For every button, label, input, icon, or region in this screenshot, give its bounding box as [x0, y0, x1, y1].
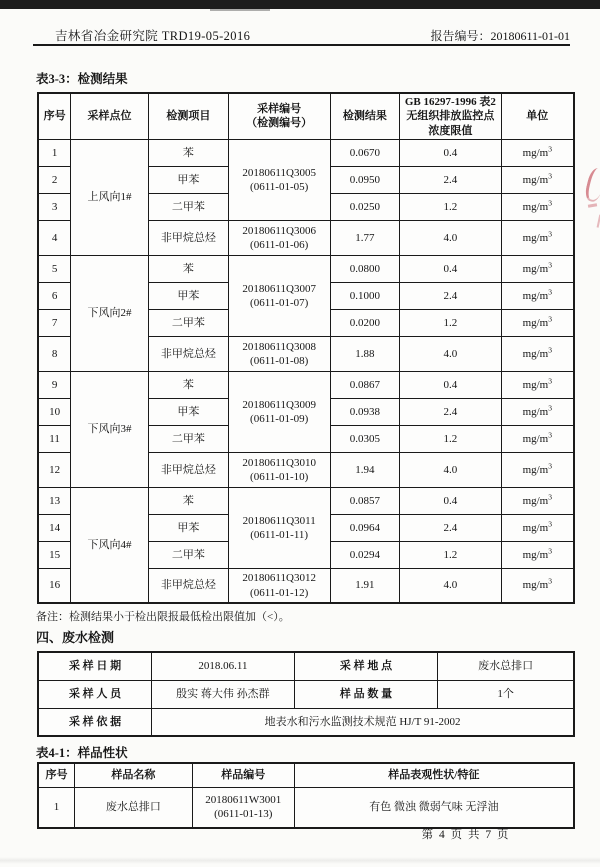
cell-sampling-point: 下风向3#	[71, 371, 149, 487]
col-header-sample-character: 样品表观性状/特征	[294, 763, 574, 787]
scan-artifact-top	[0, 0, 600, 9]
sampler-value: 殷实 蒋大伟 孙杰群	[152, 680, 295, 708]
table4-1-caption: 表4-1：样品性状	[36, 746, 128, 760]
cell-sample-number	[228, 220, 330, 255]
sample-ref: (0611-01-10)	[250, 470, 309, 483]
cell-sample-number	[228, 487, 330, 568]
sampling-site-label: 采 样 地 点	[294, 652, 438, 680]
unit-exponent: 3	[548, 461, 552, 471]
unit-exponent: 3	[548, 287, 552, 297]
sample-ref: (0611-01-06)	[250, 238, 309, 251]
report-number: 报告编号：20180611-01-01	[430, 29, 570, 43]
cell-test-item: 甲苯	[148, 514, 228, 541]
unit-text: mg/m	[522, 378, 549, 391]
col-header-sample-number	[228, 93, 330, 139]
table-row	[38, 371, 574, 398]
red-stamp-mark	[588, 203, 597, 208]
sampling-basis-value: 地表水和污水监测技术规范 HJ/T 91-2002	[152, 708, 574, 736]
cell-unit	[501, 220, 574, 255]
cell-sample-number	[228, 371, 330, 452]
col-header-result: 检测结果	[330, 93, 400, 139]
cell-limit: 0.4	[400, 255, 501, 282]
unit-exponent: 3	[548, 314, 552, 324]
sampling-site-value: 废水总排口	[438, 652, 574, 680]
cell-serial: 8	[38, 336, 71, 371]
cell-unit	[501, 336, 574, 371]
cell-serial: 10	[38, 398, 71, 425]
cell-sample-number	[228, 255, 330, 336]
table-row	[38, 139, 574, 166]
unit-exponent: 3	[548, 260, 552, 270]
table-row	[38, 787, 574, 828]
cell-unit	[501, 568, 574, 603]
cell-unit	[501, 282, 574, 309]
cell-result: 1.88	[330, 336, 400, 371]
cell-serial: 9	[38, 371, 71, 398]
unit-text: mg/m	[522, 405, 549, 418]
red-stamp-mark	[591, 213, 600, 227]
col-header-limit: GB 16297-1996 表2无组织排放监控点浓度限值	[400, 93, 501, 139]
table-row	[38, 708, 574, 736]
cell-limit: 1.2	[400, 425, 501, 452]
cell-result: 0.0964	[330, 514, 400, 541]
cell-test-item: 甲苯	[148, 398, 228, 425]
unit-exponent: 3	[548, 144, 552, 154]
page-number: 第 4 页 共 7 页	[421, 829, 510, 841]
unit-exponent: 3	[548, 198, 552, 208]
col-header-sample-code: 样品编号	[192, 763, 294, 787]
cell-limit: 4.0	[400, 568, 501, 603]
cell-serial: 1	[38, 139, 71, 166]
cell-serial: 1	[38, 787, 74, 828]
sample-number-header-line2: （检测编号）	[246, 117, 313, 130]
unit-exponent: 3	[548, 403, 552, 413]
table-row	[38, 487, 574, 514]
cell-serial: 11	[38, 425, 71, 452]
cell-result: 1.94	[330, 452, 400, 487]
cell-test-item: 二甲苯	[148, 309, 228, 336]
cell-serial: 14	[38, 514, 71, 541]
col-header-sampling-point: 采样点位	[71, 93, 149, 139]
header-divider	[33, 44, 570, 46]
sample-code: 20180611W3001	[205, 793, 282, 806]
sampling-date-value: 2018.06.11	[152, 652, 295, 680]
cell-unit	[501, 452, 574, 487]
cell-result: 1.91	[330, 568, 400, 603]
cell-serial: 12	[38, 452, 71, 487]
unit-text: mg/m	[522, 173, 549, 186]
cell-unit	[501, 193, 574, 220]
unit-text: mg/m	[522, 262, 549, 275]
cell-test-item: 二甲苯	[148, 193, 228, 220]
unit-exponent: 3	[548, 229, 552, 239]
cell-test-item: 苯	[148, 255, 228, 282]
cell-sample-number	[228, 336, 330, 371]
sample-code: 20180611Q3011	[242, 514, 316, 527]
col-header-unit: 单位	[501, 93, 574, 139]
cell-result: 0.0200	[330, 309, 400, 336]
unit-text: mg/m	[522, 200, 549, 213]
cell-limit: 2.4	[400, 514, 501, 541]
cell-sample-number	[228, 452, 330, 487]
cell-serial: 2	[38, 166, 71, 193]
cell-test-item: 苯	[148, 371, 228, 398]
cell-limit: 1.2	[400, 309, 501, 336]
sample-code: 20180611Q3005	[242, 166, 316, 179]
red-stamp-mark	[583, 167, 600, 204]
cell-sampling-point: 上风向1#	[71, 139, 149, 255]
unit-exponent: 3	[548, 492, 552, 502]
unit-text: mg/m	[522, 289, 549, 302]
col-header-sample-name: 样品名称	[74, 763, 192, 787]
unit-exponent: 3	[548, 430, 552, 440]
institute-header: 吉林省冶金研究院 TRD19-05-2016	[55, 29, 251, 43]
unit-exponent: 3	[548, 576, 552, 586]
table-row	[38, 652, 574, 680]
sample-code: 20180611Q3012	[242, 572, 316, 585]
sample-ref: (0611-01-13)	[214, 808, 273, 821]
unit-exponent: 3	[548, 546, 552, 556]
col-header-serial: 序号	[38, 763, 74, 787]
unit-text: mg/m	[522, 463, 549, 476]
cell-unit	[501, 514, 574, 541]
sample-number-header-line1: 采样编号	[257, 103, 302, 116]
cell-test-item: 苯	[148, 139, 228, 166]
unit-text: mg/m	[522, 521, 549, 534]
cell-result: 0.0305	[330, 425, 400, 452]
cell-sample-number	[228, 139, 330, 220]
cell-result: 0.0857	[330, 487, 400, 514]
sample-code: 20180611Q3008	[242, 340, 316, 353]
unit-text: mg/m	[522, 231, 549, 244]
sampler-label: 采 样 人 员	[38, 680, 152, 708]
cell-limit: 2.4	[400, 166, 501, 193]
cell-unit	[501, 309, 574, 336]
wastewater-sampling-info-table	[37, 651, 575, 737]
cell-serial: 4	[38, 220, 71, 255]
table-row	[38, 680, 574, 708]
unit-text: mg/m	[522, 347, 549, 360]
cell-limit: 4.0	[400, 336, 501, 371]
cell-serial: 3	[38, 193, 71, 220]
cell-sample-number	[228, 568, 330, 603]
table-note: 备注：检测结果小于检出限报最低检出限值加（<）。	[36, 611, 290, 623]
unit-text: mg/m	[522, 146, 549, 159]
scan-artifact-bottom	[0, 857, 600, 864]
sample-ref: (0611-01-11)	[250, 528, 309, 541]
unit-text: mg/m	[522, 316, 549, 329]
sample-ref: (0611-01-07)	[250, 296, 309, 309]
unit-exponent: 3	[548, 376, 552, 386]
cell-result: 0.0670	[330, 139, 400, 166]
cell-sampling-point: 下风向4#	[71, 487, 149, 603]
sample-code: 20180611Q3009	[242, 398, 316, 411]
unit-text: mg/m	[522, 548, 549, 561]
col-header-serial: 序号	[38, 93, 71, 139]
cell-test-item: 苯	[148, 487, 228, 514]
cell-limit: 4.0	[400, 452, 501, 487]
table-row	[38, 255, 574, 282]
cell-unit	[501, 255, 574, 282]
cell-sample-name: 废水总排口	[74, 787, 192, 828]
cell-test-item: 甲苯	[148, 166, 228, 193]
table3-3-caption: 表3-3：检测结果	[36, 72, 128, 86]
cell-sampling-point: 下风向2#	[71, 255, 149, 371]
section4-title: 四、废水检测	[36, 630, 115, 645]
cell-sample-number	[192, 787, 294, 828]
cell-unit	[501, 541, 574, 568]
cell-result: 0.0294	[330, 541, 400, 568]
cell-unit	[501, 487, 574, 514]
sample-quantity-value: 1个	[438, 680, 574, 708]
cell-unit	[501, 166, 574, 193]
sample-quantity-label: 样 品 数 量	[294, 680, 438, 708]
cell-limit: 1.2	[400, 541, 501, 568]
cell-test-item: 二甲苯	[148, 541, 228, 568]
cell-test-item: 非甲烷总烃	[148, 220, 228, 255]
table-header-row	[38, 763, 574, 787]
sample-characteristics-table	[37, 762, 575, 829]
cell-serial: 13	[38, 487, 71, 514]
sample-code: 20180611Q3010	[242, 456, 316, 469]
cell-test-item: 非甲烷总烃	[148, 336, 228, 371]
cell-unit	[501, 139, 574, 166]
cell-result: 0.0950	[330, 166, 400, 193]
cell-result: 0.0800	[330, 255, 400, 282]
sample-code: 20180611Q3007	[242, 282, 316, 295]
sample-ref: (0611-01-08)	[250, 354, 309, 367]
unit-text: mg/m	[522, 494, 549, 507]
unit-exponent: 3	[548, 171, 552, 181]
sampling-basis-label: 采 样 依 据	[38, 708, 152, 736]
cell-test-item: 二甲苯	[148, 425, 228, 452]
cell-result: 0.0867	[330, 371, 400, 398]
sample-ref: (0611-01-05)	[250, 180, 309, 193]
sampling-date-label: 采 样 日 期	[38, 652, 152, 680]
cell-unit	[501, 425, 574, 452]
cell-test-item: 甲苯	[148, 282, 228, 309]
cell-serial: 16	[38, 568, 71, 603]
unit-exponent: 3	[548, 345, 552, 355]
cell-limit: 0.4	[400, 139, 501, 166]
cell-limit: 2.4	[400, 282, 501, 309]
cell-limit: 0.4	[400, 371, 501, 398]
cell-limit: 1.2	[400, 193, 501, 220]
unit-exponent: 3	[548, 519, 552, 529]
cell-serial: 15	[38, 541, 71, 568]
cell-sample-character: 有色 微浊 微弱气味 无浮油	[294, 787, 574, 828]
col-header-test-item: 检测项目	[148, 93, 228, 139]
cell-serial: 7	[38, 309, 71, 336]
cell-limit: 4.0	[400, 220, 501, 255]
cell-serial: 6	[38, 282, 71, 309]
cell-result: 0.0938	[330, 398, 400, 425]
sample-ref: (0611-01-12)	[250, 586, 309, 599]
sample-code: 20180611Q3006	[242, 224, 316, 237]
cell-test-item: 非甲烷总烃	[148, 452, 228, 487]
cell-result: 1.77	[330, 220, 400, 255]
cell-test-item: 非甲烷总烃	[148, 568, 228, 603]
cell-result: 0.1000	[330, 282, 400, 309]
cell-unit	[501, 398, 574, 425]
cell-result: 0.0250	[330, 193, 400, 220]
table-header-row	[38, 93, 574, 139]
cell-limit: 0.4	[400, 487, 501, 514]
sample-ref: (0611-01-09)	[250, 412, 309, 425]
unit-text: mg/m	[522, 432, 549, 445]
unit-text: mg/m	[522, 579, 549, 592]
cell-unit	[501, 371, 574, 398]
cell-limit: 2.4	[400, 398, 501, 425]
detection-results-table	[37, 92, 575, 604]
cell-serial: 5	[38, 255, 71, 282]
